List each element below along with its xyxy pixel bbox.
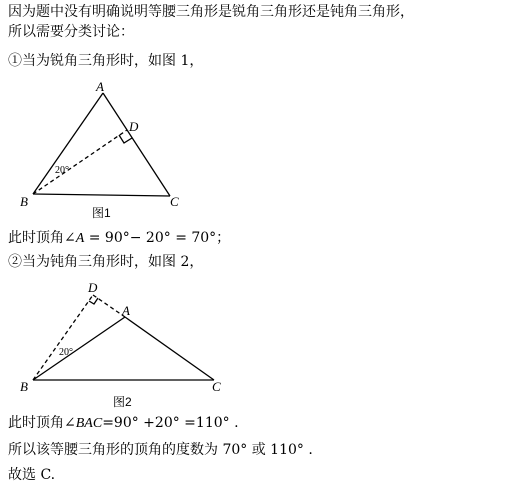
case2-conclusion-rest: =90° +20° =110° . <box>102 415 239 431</box>
fig2-vertex-c: C <box>212 379 221 394</box>
fig1-vertex-c: C <box>170 194 179 209</box>
case2-conclusion <box>8 414 239 433</box>
case2-conclusion-prefix: 此时顶角∠ <box>8 415 76 431</box>
case1-heading: ①当为锐角三角形时，如图 1， <box>8 53 204 69</box>
fig2-dashed-bd <box>33 295 93 380</box>
case2-conclusion-var: BAC <box>75 416 103 431</box>
fig1-vertex-d: D <box>129 119 139 134</box>
intro-line-1: 因为题中没有明确说明等腰三角形是锐角三角形还是钝角三角形， <box>8 4 414 20</box>
fig2-vertex-a: A <box>122 303 130 318</box>
case1-conclusion-var: A <box>75 231 85 246</box>
case1-conclusion-rest: = 90°− 20° = 70°； <box>84 230 231 246</box>
intro-line-2: 所以需要分类讨论： <box>8 24 134 40</box>
summary-line-1: 所以该等腰三角形的顶角的度数为 70° 或 110° . <box>8 442 313 458</box>
fig1-caption: 图1 <box>92 206 111 220</box>
fig2-vertex-d: D <box>88 280 98 295</box>
fig1-vertex-a: A <box>96 79 104 94</box>
fig2-caption: 图2 <box>113 395 132 409</box>
fig1-vertex-b: B <box>20 194 28 209</box>
fig2-angle-label: 20° <box>59 347 73 358</box>
case1-conclusion-prefix: 此时顶角∠ <box>8 230 76 246</box>
case2-heading: ②当为钝角三角形时，如图 2， <box>8 254 204 270</box>
fig2-side-ba <box>33 317 125 380</box>
fig2-side-ac <box>125 317 214 380</box>
fig2-vertex-b: B <box>20 379 28 394</box>
summary-line-2: 故选 C. <box>8 467 56 483</box>
fig1-angle-label: 20° <box>55 165 69 176</box>
